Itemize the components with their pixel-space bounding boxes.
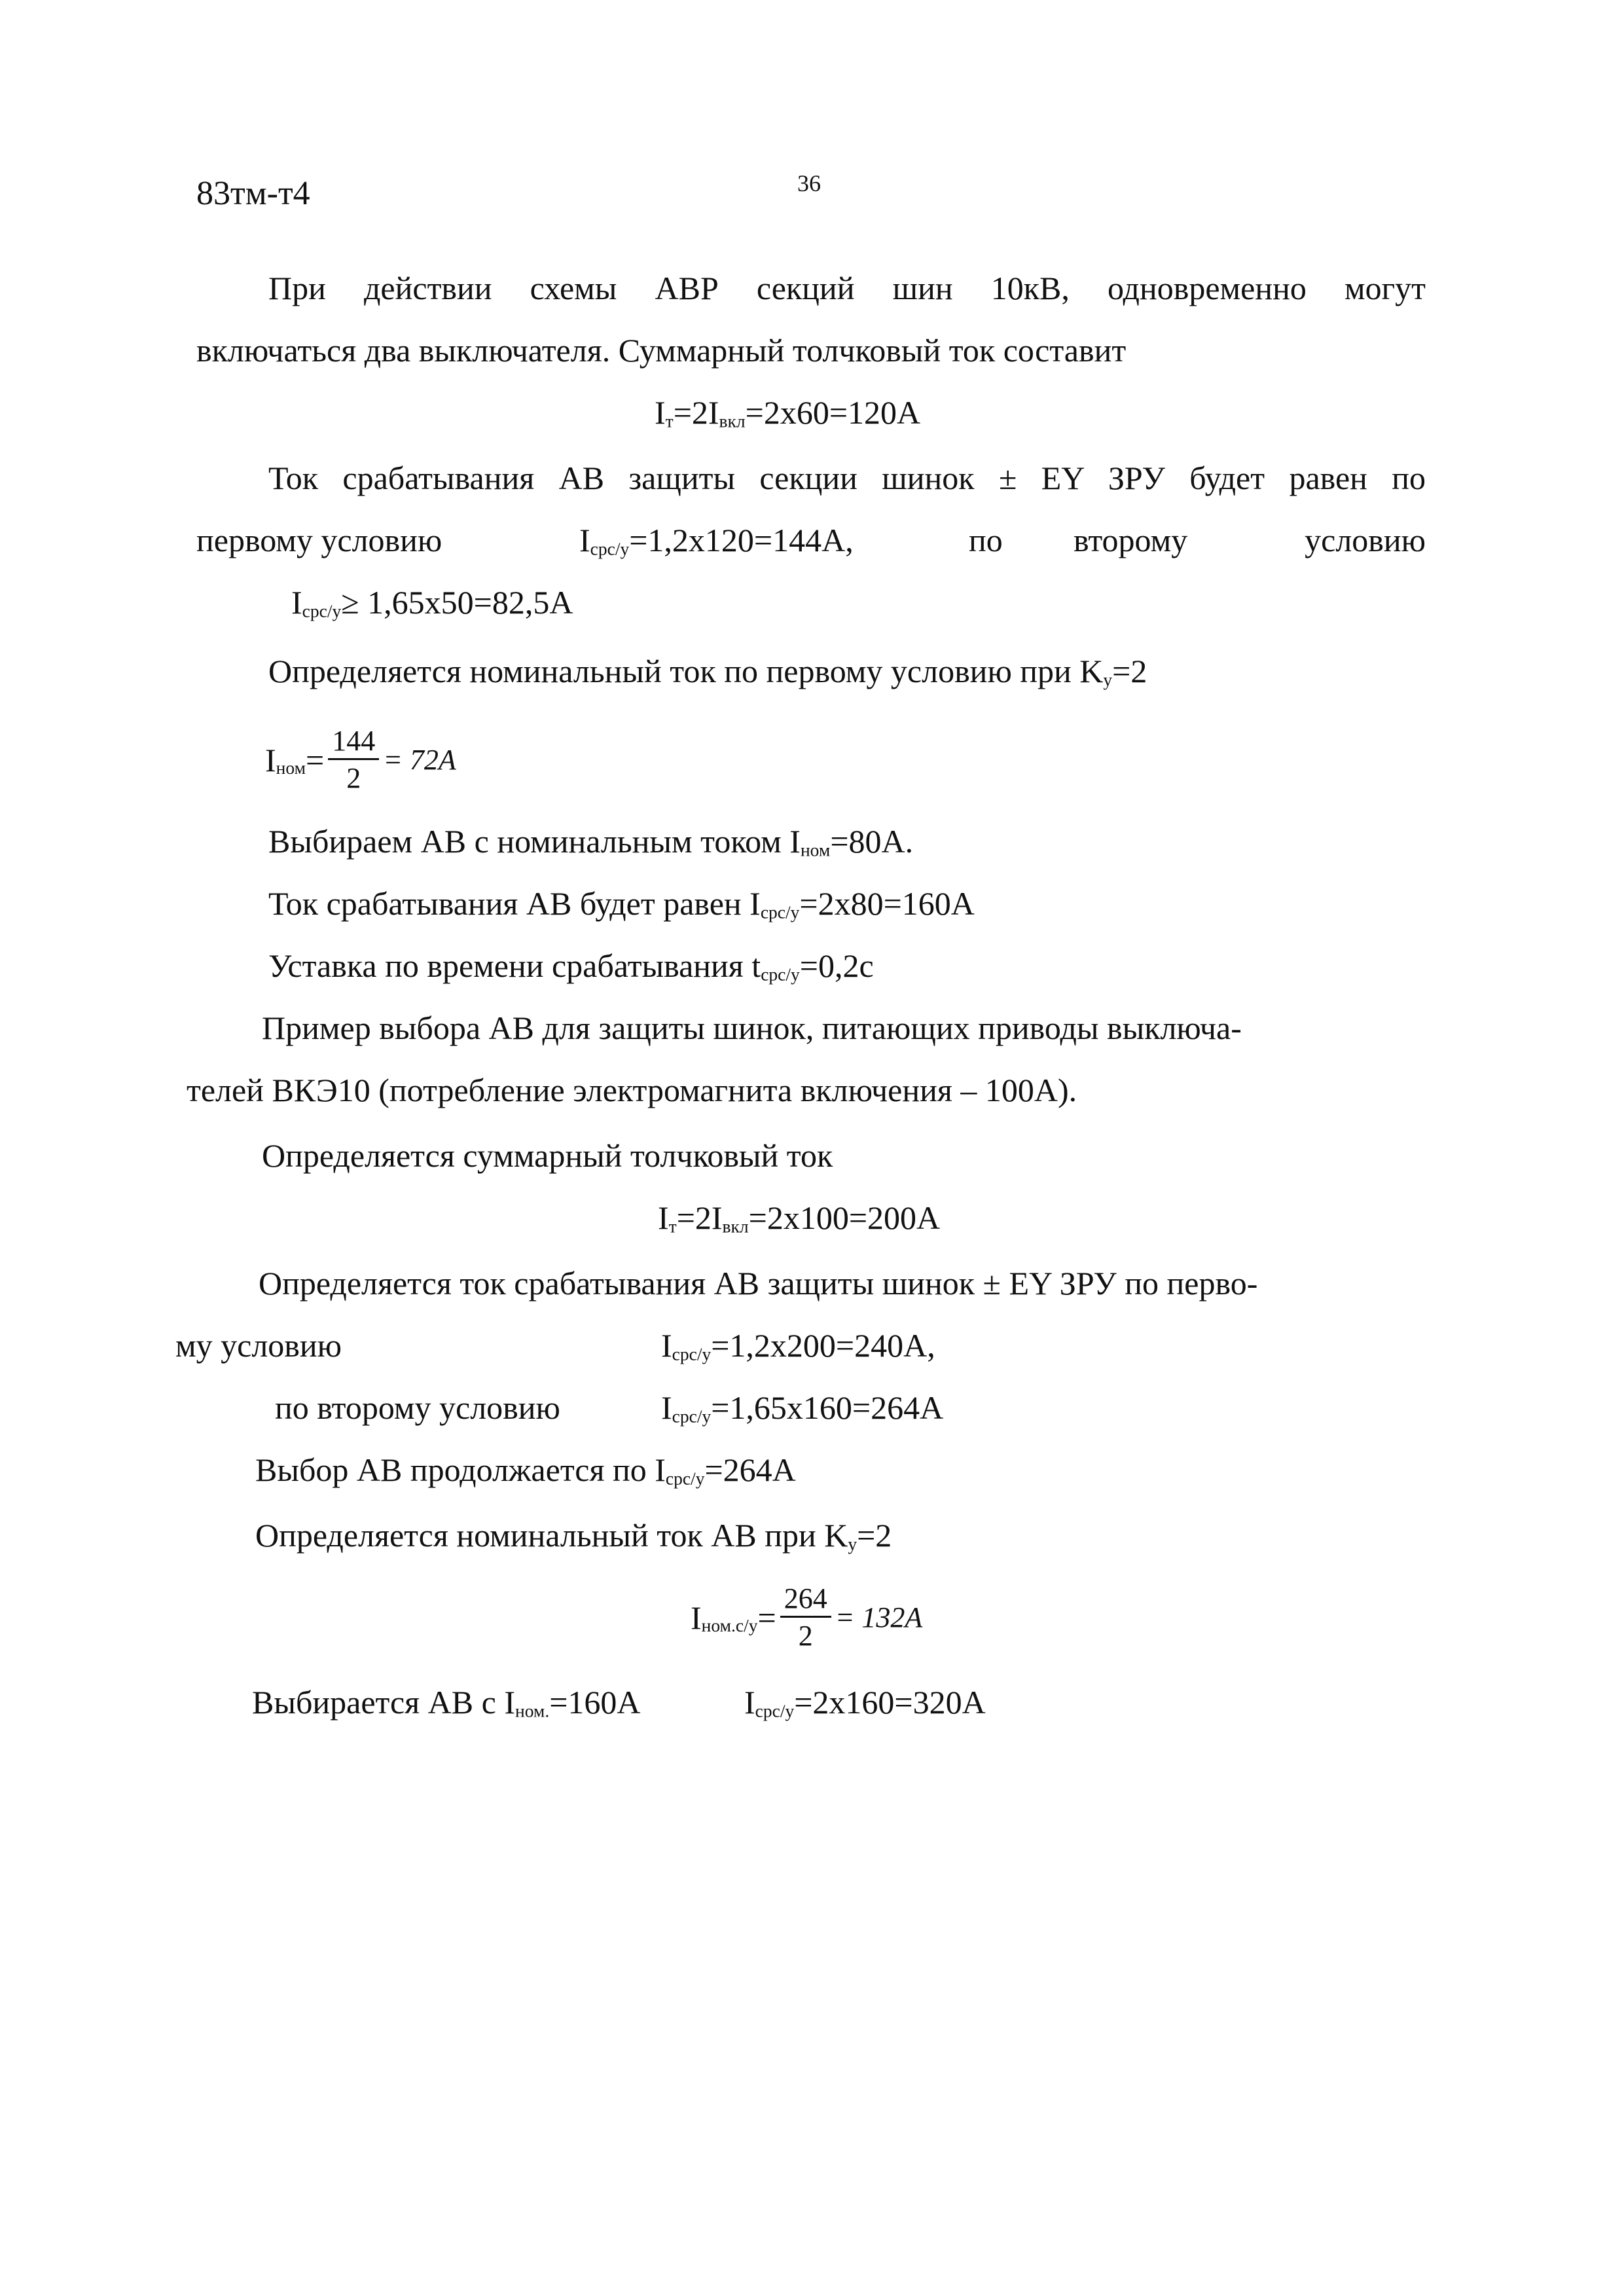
paragraph-3-sub: у — [1103, 669, 1113, 690]
paragraph-3 — [268, 653, 1147, 690]
formula-nominal-current-1: I $_{ном}$ = $\frac{144}{2}$ = 72A — [265, 725, 456, 794]
paragraph-12 — [252, 1686, 1103, 1725]
formula-1-symbol-sub: т — [665, 410, 674, 431]
paragraph-2-line-3 — [291, 586, 573, 619]
formula-value: =1,65x160=264A — [711, 1389, 944, 1426]
paragraph-2-first-condition-formula — [579, 522, 854, 559]
formula-symbol: I — [661, 1389, 672, 1426]
formula-total-inrush-current-2 — [658, 1199, 941, 1237]
formula-3-result: =2x100=200A — [748, 1199, 941, 1236]
paragraph-2-word-condition: условию — [1305, 522, 1426, 558]
paragraph-6-tail: =0,2с — [799, 947, 874, 984]
paragraph-3-text: Определяется номинальный ток по первому условию при K — [268, 653, 1104, 689]
paragraph-5 — [268, 887, 975, 920]
paragraph-12-sub: ном. — [514, 1700, 550, 1721]
formula-1-term: =2I — [673, 394, 719, 431]
paragraph-11 — [255, 1519, 892, 1552]
formula-symbol: I — [291, 584, 302, 621]
paragraph-2-line-1-text: Ток срабатывания АВ защиты секции шинок ± EY ЗРУ будет равен по — [268, 460, 1426, 496]
formula-symbol: I — [579, 522, 590, 558]
paragraph-12-part-a — [252, 1686, 641, 1719]
paragraph-9-first-condition-formula — [661, 1329, 935, 1362]
formula-value: =1,2x200=240A, — [711, 1327, 935, 1364]
paragraph-7-line-2: телей ВКЭ10 (потребление электромагнита включения – 100A). — [187, 1072, 1077, 1108]
formula-2-denominator: 2 — [346, 762, 361, 794]
paragraph-9-line-3 — [275, 1391, 1126, 1430]
paragraph-9-first-condition-label: му условию — [175, 1327, 342, 1364]
formula-value: =1,2x120=144A, — [629, 522, 854, 558]
paragraph-11-tail: =2 — [857, 1517, 892, 1554]
paragraph-1-line-1 — [268, 272, 1426, 304]
paragraph-10-text: Выбор АВ продолжается по I — [255, 1451, 666, 1488]
paragraph-1-line-2: включаться два выключателя. Суммарный толчковый ток составит — [196, 332, 1127, 369]
formula-symbol-sub: срс/у — [755, 1700, 795, 1721]
formula-symbol-sub: срс/у — [590, 538, 630, 559]
formula-3-term-sub: вкл — [722, 1216, 749, 1237]
paragraph-3-tail: =2 — [1112, 653, 1147, 689]
formula-4-fraction — [780, 1584, 831, 1650]
formula-symbol: I — [744, 1684, 755, 1721]
paragraph-12-text: Выбирается АВ с I — [252, 1684, 515, 1721]
paragraph-4 — [268, 825, 913, 858]
formula-4-denominator: 2 — [798, 1620, 813, 1652]
paragraph-11-sub: у — [848, 1533, 857, 1554]
paragraph-2-line-1 — [268, 462, 1426, 494]
formula-2-numerator: 144 — [328, 727, 379, 760]
formula-total-inrush-current-1 — [655, 396, 920, 429]
paragraph-4-tail: =80A. — [830, 823, 914, 860]
paragraph-9-line-1: Определяется ток срабатывания АВ защиты шинок ± EY ЗРУ по перво- — [259, 1265, 1258, 1302]
paragraph-2-word-second: второму — [1074, 522, 1188, 558]
paragraph-1-line-1-text: При действии схемы АВР секций шин 10кВ, одновременно могут — [268, 270, 1426, 306]
paragraph-10-tail: =264A — [704, 1451, 796, 1488]
page-number: 36 — [797, 170, 821, 196]
formula-4-symbol: I — [691, 1599, 702, 1636]
paragraph-8: Определяется суммарный толчковый ток — [262, 1137, 833, 1174]
formula-symbol: I — [661, 1327, 672, 1364]
paragraph-10 — [255, 1451, 796, 1489]
paragraph-2-first-condition-label: первому условию — [196, 522, 442, 558]
paragraph-6-sub: срс/у — [761, 964, 800, 985]
document-code: 83тм-т4 — [196, 175, 310, 212]
paragraph-10-sub: срс/у — [665, 1468, 705, 1489]
paragraph-12-tail: =160A — [549, 1684, 641, 1721]
formula-2-symbol: I — [265, 741, 276, 778]
formula-2-equals: = — [306, 741, 325, 778]
paragraph-2-line-2 — [196, 524, 1426, 563]
formula-3-symbol: I — [658, 1199, 669, 1236]
formula-1-symbol: I — [655, 394, 666, 431]
formula-1-term-sub: вкл — [719, 410, 746, 431]
paragraph-9-second-condition-formula — [661, 1389, 944, 1427]
paragraph-5-sub: срс/у — [760, 902, 800, 922]
paragraph-12-part-b — [744, 1686, 986, 1719]
formula-3-symbol-sub: т — [668, 1216, 677, 1237]
paragraph-5-tail: =2x80=160A — [799, 885, 975, 922]
formula-2-fraction — [328, 727, 379, 793]
paragraph-11-text: Определяется номинальный ток АВ при K — [255, 1517, 848, 1554]
paragraph-4-text: Выбираем АВ с номинальным током I — [268, 823, 801, 860]
formula-3-term: =2I — [676, 1199, 723, 1236]
formula-symbol-sub: срс/у — [672, 1343, 712, 1364]
formula-2-result: = 72A — [383, 743, 456, 776]
formula-value: =2x160=320A — [794, 1684, 986, 1721]
formula-4-equals: = — [757, 1599, 776, 1636]
paragraph-4-sub: ном — [800, 839, 831, 860]
paragraph-5-text: Ток срабатывания АВ будет равен I — [268, 885, 761, 922]
paragraph-6-text: Уставка по времени срабатывания t — [268, 947, 761, 984]
paragraph-9-second-condition-label: по второму условию — [275, 1389, 560, 1426]
formula-symbol-sub: срс/у — [672, 1406, 712, 1427]
formula-4-numerator: 264 — [780, 1584, 831, 1618]
formula-4-result: = 132A — [835, 1601, 923, 1633]
paragraph-2-word-po: по — [969, 522, 1003, 558]
paragraph-9-line-2 — [175, 1329, 1026, 1368]
formula-symbol-sub: срс/у — [302, 600, 342, 621]
formula-nominal-current-2: I $_{ном.с/у}$ = $\frac{264}{2}$ = 132A — [691, 1582, 923, 1652]
paragraph-7-line-1: Пример выбора АВ для защиты шинок, питающих приводы выключа- — [262, 1010, 1242, 1046]
formula-1-result: =2x60=120A — [745, 394, 921, 431]
formula-value: ≥ 1,65x50=82,5A — [341, 584, 573, 621]
paragraph-6 — [268, 947, 874, 985]
